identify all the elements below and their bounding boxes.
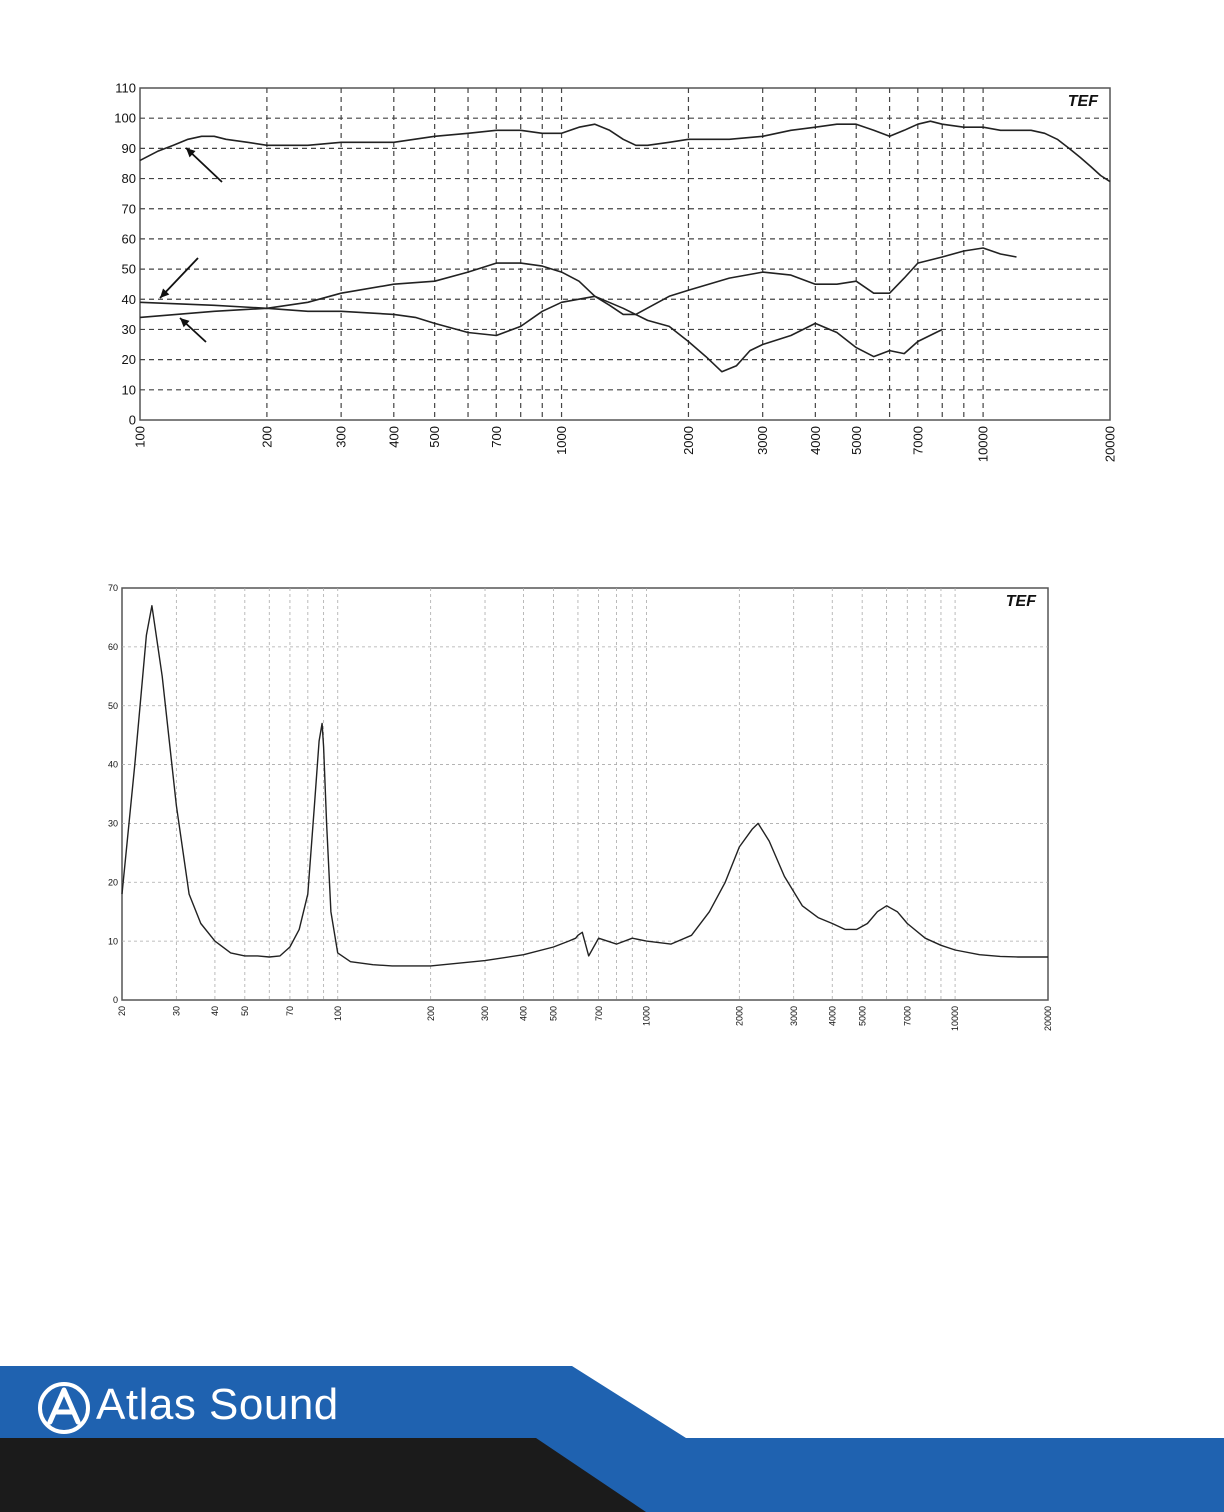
- x-tick-label: 10000: [950, 1006, 961, 1032]
- y-tick-label: 110: [115, 80, 136, 96]
- x-tick-label: 70: [285, 1006, 296, 1017]
- y-tick-label: 20: [121, 352, 136, 368]
- x-tick-label: 300: [333, 426, 349, 448]
- footer-dark-band: [0, 1438, 646, 1512]
- x-tick-label: 500: [548, 1006, 559, 1022]
- y-tick-label: 60: [121, 231, 136, 247]
- x-tick-label: 3000: [788, 1006, 799, 1027]
- y-tick-label: 0: [128, 412, 136, 428]
- series-line-1: [140, 121, 1110, 181]
- x-tick-label: 1000: [554, 426, 570, 455]
- x-tick-label: 700: [593, 1006, 604, 1022]
- y-tick-label: 10: [107, 936, 118, 947]
- x-tick-label: 50: [239, 1006, 250, 1017]
- y-tick-label: 30: [121, 322, 136, 338]
- x-tick-label: 300: [480, 1006, 491, 1022]
- y-tick-label: 90: [121, 140, 136, 156]
- y-tick-label: 30: [107, 818, 118, 829]
- x-tick-label: 200: [259, 426, 275, 448]
- y-tick-label: 80: [121, 171, 136, 187]
- x-tick-label: 2000: [734, 1006, 745, 1027]
- chart-grid: [140, 88, 1110, 420]
- x-tick-label: 3000: [755, 426, 771, 455]
- y-axis-ticks: [108, 583, 118, 1005]
- tef-watermark: TEF: [1067, 93, 1098, 110]
- y-tick-label: 70: [121, 201, 136, 217]
- x-tick-label: 7000: [902, 1006, 913, 1027]
- x-tick-label: 7000: [910, 426, 926, 455]
- x-tick-label: 100: [132, 426, 148, 448]
- chart-series: [140, 121, 1110, 372]
- impedance-chart: [0, 580, 1224, 1040]
- atlas-sound-a-logo-icon: [36, 1380, 92, 1436]
- x-tick-label: 700: [488, 426, 504, 448]
- x-tick-label: 500: [427, 426, 443, 448]
- x-axis-ticks: [117, 1006, 1053, 1031]
- y-tick-label: 40: [107, 759, 118, 770]
- x-tick-label: 400: [518, 1006, 529, 1022]
- x-tick-label: 1000: [641, 1006, 652, 1027]
- x-tick-label: 4000: [827, 1006, 838, 1027]
- x-tick-label: 2000: [680, 426, 696, 455]
- tef-watermark: TEF: [1005, 593, 1036, 610]
- x-tick-label: 5000: [857, 1006, 868, 1027]
- series-line-1: [122, 606, 1048, 966]
- x-tick-label: 5000: [848, 426, 864, 455]
- x-tick-label: 40: [210, 1006, 221, 1017]
- x-tick-label: 4000: [807, 426, 823, 455]
- y-axis-ticks: [114, 81, 136, 428]
- series-line-2: [140, 248, 1017, 314]
- chart-grid: [122, 588, 1048, 1000]
- brand-name: Atlas Sound: [96, 1380, 339, 1429]
- plot-frame: [140, 88, 1110, 420]
- x-tick-label: 200: [425, 1006, 436, 1022]
- x-axis-ticks: [133, 426, 1118, 462]
- x-tick-label: 20000: [1043, 1006, 1054, 1032]
- y-tick-label: 50: [121, 261, 136, 277]
- x-tick-label: 30: [171, 1006, 182, 1017]
- frequency-response-chart: [0, 0, 1224, 480]
- x-tick-label: 10000: [975, 426, 991, 463]
- x-tick-label: 100: [332, 1006, 343, 1022]
- x-tick-label: 400: [386, 426, 402, 448]
- y-tick-label: 0: [112, 995, 118, 1006]
- y-tick-label: 40: [121, 291, 136, 307]
- x-tick-label: 20: [117, 1006, 128, 1017]
- y-tick-label: 100: [114, 110, 136, 126]
- y-tick-label: 50: [107, 700, 118, 711]
- chart-series: [122, 606, 1048, 966]
- x-tick-label: 20000: [1102, 426, 1118, 463]
- y-tick-label: 10: [121, 382, 136, 398]
- y-tick-label: 70: [107, 583, 118, 594]
- plot-frame: [122, 588, 1048, 1000]
- y-tick-label: 60: [107, 642, 118, 653]
- y-tick-label: 20: [107, 877, 118, 888]
